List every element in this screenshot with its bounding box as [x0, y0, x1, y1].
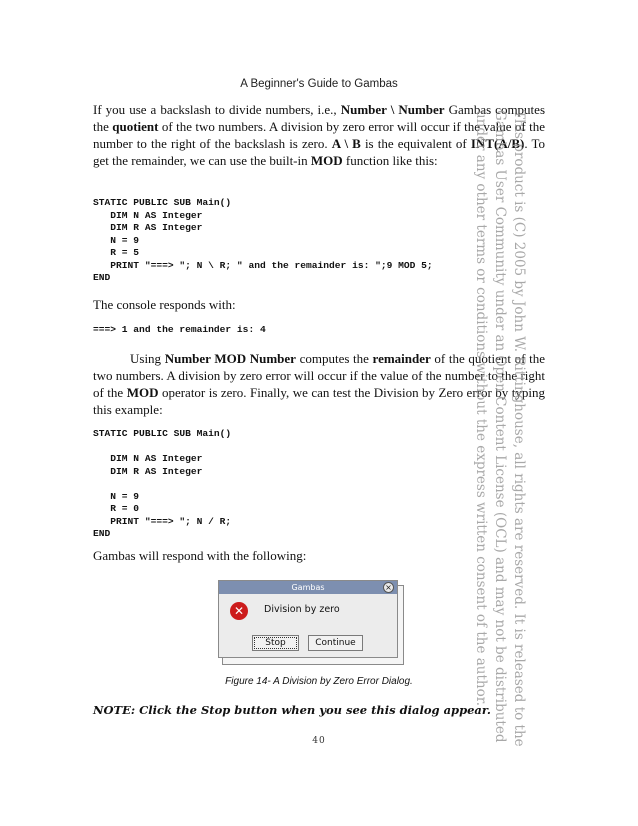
p1-text-1: If you use a backslash to divide numbers, i.e., [93, 102, 341, 117]
console-output: ===> 1 and the remainder is: 4 [93, 324, 266, 335]
p1-text-5: . To get the remainder, we can use the built-in [93, 136, 545, 168]
p1-bold-number-backslash: Number \ Number [340, 102, 445, 117]
p1-bold-mod: MOD [310, 153, 343, 168]
p3-text-2: computes the [295, 351, 373, 366]
p1-bold-a-backslash-b: A \ B [331, 136, 361, 151]
error-icon: ✕ [230, 602, 248, 620]
p3-bold-number-mod: Number MOD Number [164, 351, 296, 366]
dialog-title: Gambas [291, 583, 325, 592]
stop-button[interactable]: Stop [252, 635, 299, 651]
p1-bold-quotient: quotient [112, 119, 159, 134]
watermark-line-3: under any other terms or conditions without the express written consent of the author. [473, 110, 489, 706]
watermark-line-2: Gambas User Community under an Open Content License (OCL) and may not be distributed [492, 110, 508, 743]
p1-text-3: of the two numbers. A division by zero error will occur if the value of the number to the right of the backslash is zero. [93, 119, 545, 151]
continue-button[interactable]: Continue [308, 635, 363, 651]
watermark-line-1: This product is (C) 2005 by John W. Rittinghouse, all rights are reserved. It is released to the [511, 110, 527, 747]
p3-bold-mod: MOD [126, 385, 159, 400]
page-number: 40 [312, 736, 326, 746]
code-block-mod-example: STATIC PUBLIC SUB Main() DIM N AS Integer DIM R AS Integer N = 9 R = 5 PRINT "===> "; N \ R; " and the remainder is: ";9 MOD 5; END [93, 197, 433, 283]
close-icon[interactable]: × [383, 582, 394, 593]
p1-text-4: is the equivalent of [360, 136, 471, 151]
note-text: NOTE: Click the Stop button when you see this dialog appear. [93, 703, 491, 717]
figure-caption: Figure 14- A Division by Zero Error Dialog. [225, 676, 413, 687]
p1-text-6: function like this: [342, 153, 438, 168]
p3-text-4: operator is zero. Finally, we can test the Division by Zero error by typing this example: [93, 385, 546, 417]
error-dialog [218, 580, 398, 658]
dialog-message: Division by zero [264, 604, 340, 615]
running-header: A Beginner's Guide to Gambas [240, 78, 398, 90]
p3-bold-remainder: remainder [372, 351, 431, 366]
p3-text-3: of the quotient of the two numbers. A division by zero error will occur if the value of the number to the right of the [93, 351, 545, 400]
p1-text-2: Gambas computes the [93, 102, 545, 134]
dialog-title-bar [219, 581, 397, 594]
p3-text-1: Using [130, 351, 165, 366]
paragraph-console-responds: The console responds with: [93, 297, 236, 312]
paragraph-gambas-respond: Gambas will respond with the following: [93, 548, 307, 563]
code-block-division-by-zero: STATIC PUBLIC SUB Main() DIM N AS Integer DIM R AS Integer N = 9 R = 0 PRINT "===> "; N / R; END [93, 428, 232, 539]
p1-bold-int: INT(A/B) [470, 136, 525, 151]
copyright-watermark [471, 110, 528, 747]
